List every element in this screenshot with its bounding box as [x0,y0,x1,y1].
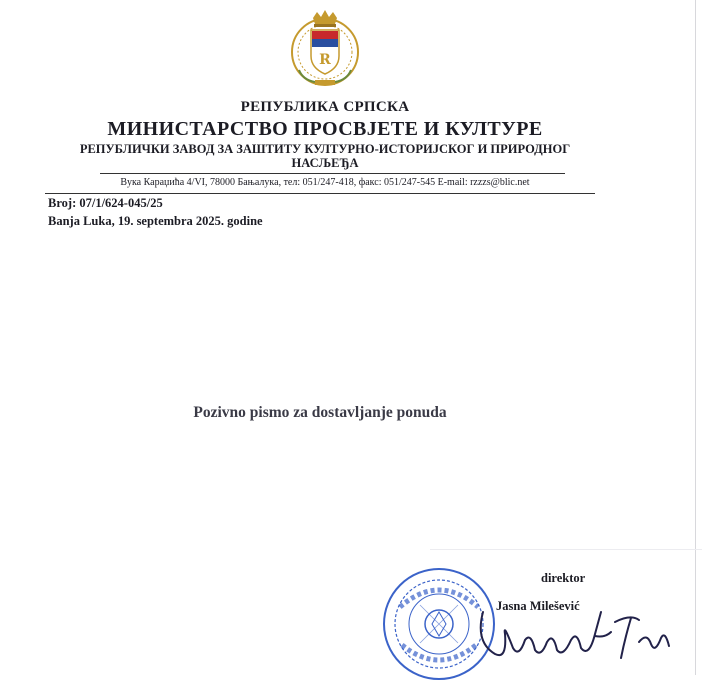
document-title: Pozivno pismo za dostavljanje ponuda [193,404,447,421]
document-place-date: Banja Luka, 19. septembra 2025. godine [48,214,263,228]
signer-name: Jasna Milešević [496,599,580,613]
header-ministry: МИНИСТАРСТВО ПРОСВЈЕТЕ И КУЛТУРЕ [107,118,543,140]
coat-of-arms-logo [289,8,361,92]
scan-artifact-line [430,549,702,550]
header-divider-bottom [45,193,595,194]
header-address: Вука Караџића 4/VI, 78000 Бањалука, тел: 051/247-418, факс: 051/247-545 E-mail: rzzzs@blic.net [120,177,530,188]
handwritten-signature [455,592,680,675]
document-number: Broj: 07/1/624-045/25 [48,196,163,210]
header-republic: РЕПУБЛИКА СРПСКА [240,99,410,115]
header-divider-top [100,173,565,174]
header-institute: РЕПУБЛИЧКИ ЗАВОД ЗА ЗАШТИТУ КУЛТУРНО-ИСТОРИЈСКОГ И ПРИРОДНОГ НАСЉЕЂА [79,142,571,170]
signer-role: direktor [541,571,586,585]
svg-text:R: R [319,52,331,68]
page-edge-line [695,0,696,675]
